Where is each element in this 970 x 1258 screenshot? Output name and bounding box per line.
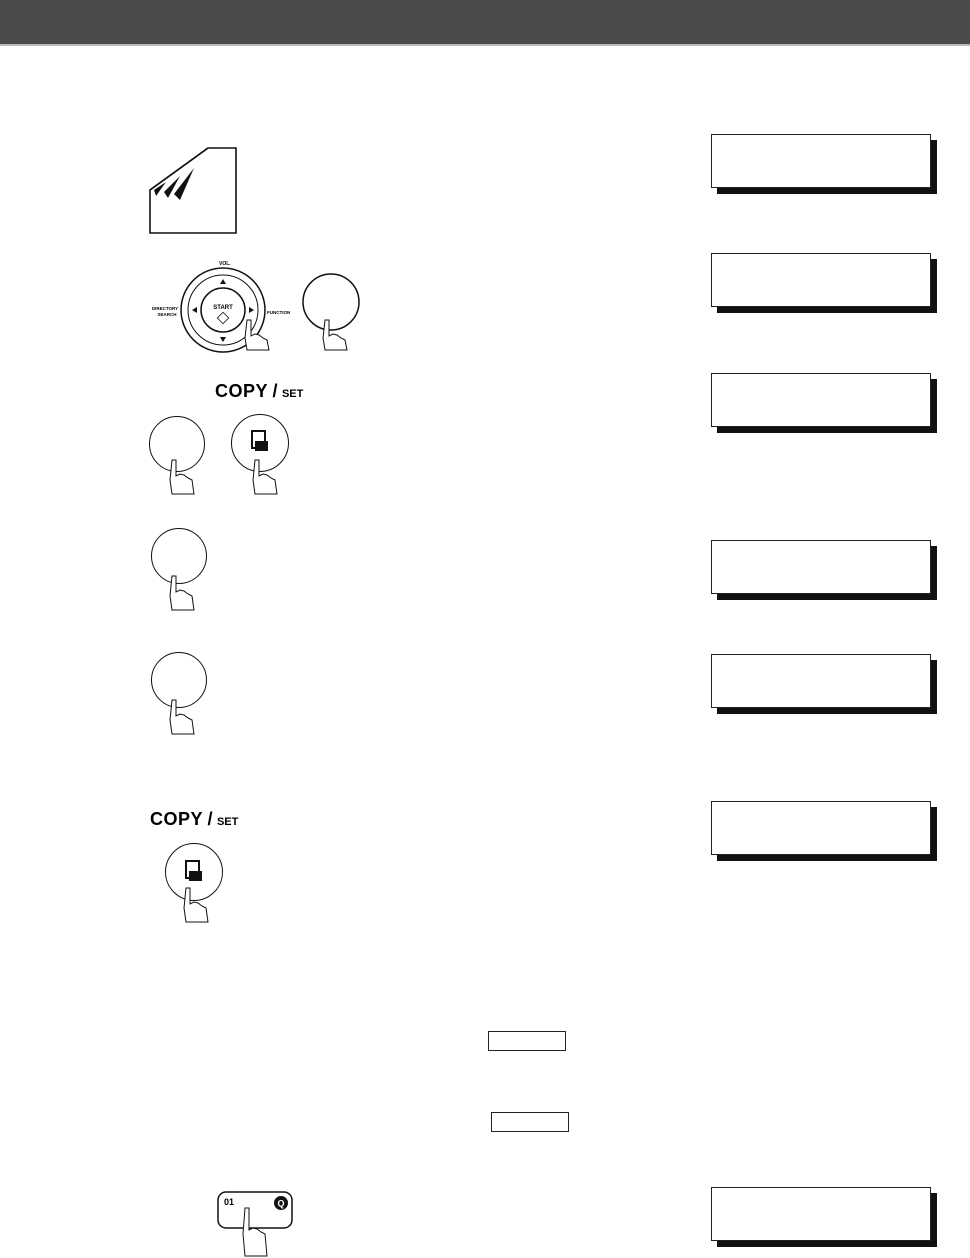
header-rule xyxy=(0,44,970,46)
inline-key-box xyxy=(491,1112,569,1132)
pressing-hand-icon xyxy=(162,458,196,496)
lcd-display xyxy=(711,540,931,594)
one-touch-number: 01 xyxy=(224,1197,235,1207)
copy-set-glyph-icon xyxy=(185,860,203,882)
function-label: FUNCTION xyxy=(267,310,291,315)
lcd-display xyxy=(711,654,931,708)
pressing-hand-icon xyxy=(245,458,279,496)
header-bar xyxy=(0,0,970,44)
set-text: SET xyxy=(216,816,239,828)
set-text: SET xyxy=(281,388,304,400)
lcd-display xyxy=(711,134,931,188)
copy-text: COPY xyxy=(150,809,204,829)
copy-set-glyph-icon xyxy=(251,430,269,452)
start-label: START xyxy=(213,305,233,311)
navigation-dial[interactable] xyxy=(135,258,365,358)
one-touch-key-01[interactable] xyxy=(216,1190,296,1258)
vol-label: VOL. xyxy=(219,261,231,267)
copy-set-label xyxy=(150,809,238,830)
pressing-hand-icon xyxy=(162,574,196,612)
one-touch-badge: Q xyxy=(277,1198,285,1209)
copy-set-label xyxy=(215,381,303,402)
copy-text: COPY xyxy=(215,381,269,401)
lcd-display xyxy=(711,801,931,855)
document-feed-icon xyxy=(148,146,240,236)
lcd-display xyxy=(711,373,931,427)
directory-label: DIRECTORY xyxy=(151,306,179,311)
search-label: SEARCH xyxy=(157,312,177,317)
pressing-hand-icon xyxy=(176,886,210,924)
pressing-hand-icon xyxy=(162,698,196,736)
slash-text: / xyxy=(207,809,213,829)
lcd-display xyxy=(711,1187,931,1241)
slash-text: / xyxy=(272,381,278,401)
inline-key-box xyxy=(488,1031,566,1051)
lcd-display xyxy=(711,253,931,307)
